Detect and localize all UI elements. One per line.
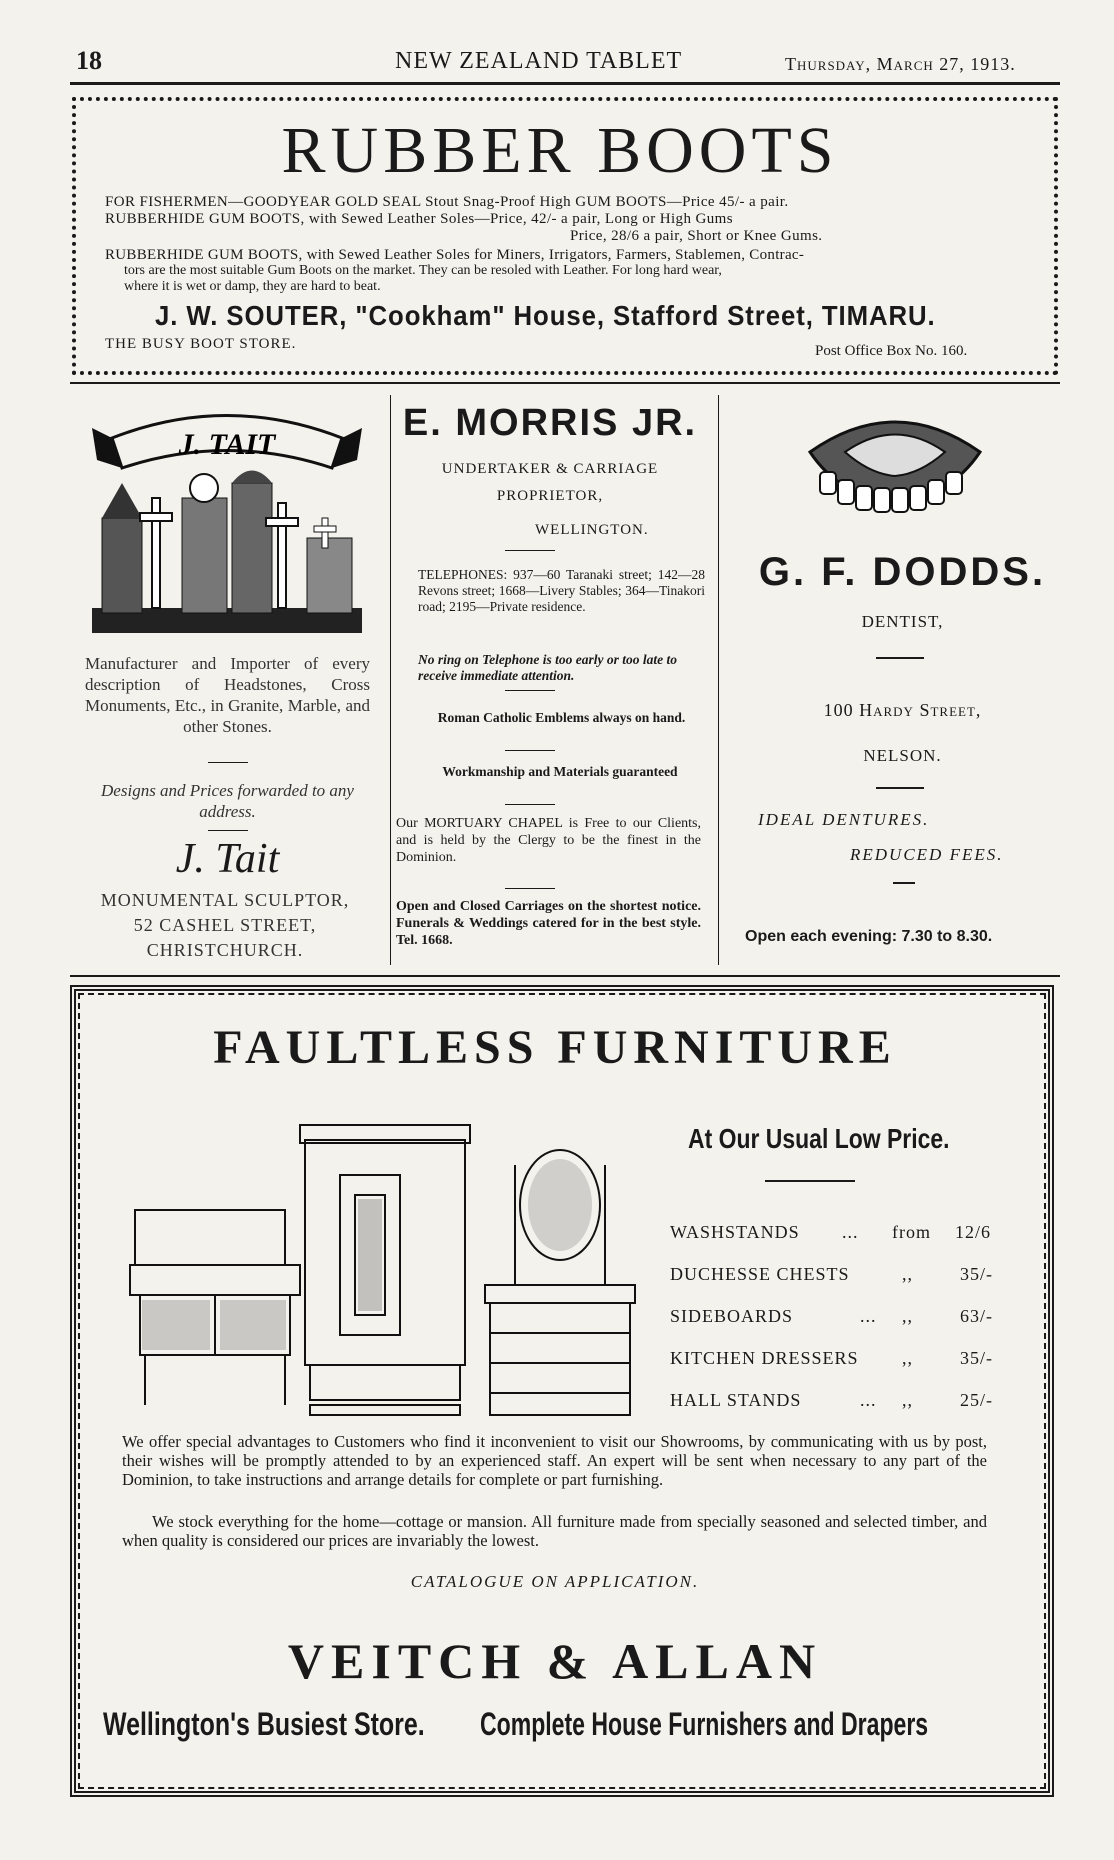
tait-banner-text: J. TAIT <box>178 428 276 461</box>
rubber-bottom-rule <box>70 382 1060 384</box>
price-item: HALL STANDS <box>670 1390 802 1410</box>
dodds-rule-1 <box>876 657 924 659</box>
column-divider-1 <box>390 395 391 965</box>
firm-tagline-1: Wellington's Busiest Store. <box>103 1706 425 1742</box>
tait-address: 52 CASHEL STREET, <box>133 915 317 935</box>
morris-title-2: PROPRIETOR, <box>496 488 604 504</box>
price-item: DUCHESSE CHESTS <box>670 1264 850 1284</box>
dodds-slogan-2: REDUCED FEES. <box>850 845 1004 864</box>
tait-rule-1 <box>208 762 248 763</box>
price-row <box>670 1390 1000 1420</box>
price-value: 35/- <box>960 1348 993 1368</box>
price-from: ,, <box>902 1348 913 1368</box>
price-value: 25/- <box>960 1390 993 1410</box>
morris-rule-3 <box>505 750 555 751</box>
furniture-paragraph-1: We offer special advantages to Customers who find it inconvenient to visit our Showrooms, by communicating with us by post, their wishes will be promptly attended to by an experienced staff. An expert will be sent when necessary to any part of the Dominion, to take instructions and arrange details for complete or part furnishing. <box>122 1432 987 1489</box>
rubber-line-6: where it is wet or damp, they are hard to beat. <box>124 279 381 294</box>
dodds-rule-2 <box>876 787 924 789</box>
price-value: 63/- <box>960 1306 993 1326</box>
busy-boot-store: THE BUSY BOOT STORE. <box>105 336 297 352</box>
dodds-slogan-1: IDEAL DENTURES. <box>758 810 930 829</box>
rubber-line-5: tors are the most suitable Gum Boots on the market. They can be resoled with Leather. For long hard wear, <box>124 263 722 278</box>
tait-city: CHRISTCHURCH. <box>146 940 304 960</box>
dodds-address: 100 Hardy Street, <box>823 700 982 720</box>
furniture-paragraph-2: We stock everything for the home—cottage or mansion. All furniture made from specially seasoned and selected timber, and when quality is considered our prices are invariably the lowest. <box>122 1512 987 1550</box>
masthead-title: NEW ZEALAND TABLET <box>395 48 683 74</box>
morris-rule-1 <box>505 550 555 551</box>
morris-emblems: Roman Catholic Emblems always on hand. <box>437 710 686 725</box>
rubber-boots-title: RUBBER BOOTS <box>281 114 839 187</box>
tait-signature: J. Tait <box>175 836 280 882</box>
tait-designs: Designs and Prices forwarded to any address. <box>101 781 354 821</box>
furniture-title: FAULTLESS FURNITURE <box>213 1021 897 1074</box>
morris-rule-5 <box>505 888 555 889</box>
furniture-subtitle: At Our Usual Low Price. <box>688 1123 950 1154</box>
price-item: KITCHEN DRESSERS <box>670 1348 859 1368</box>
price-from: ,, <box>902 1390 913 1410</box>
firm-tagline-2: Complete House Furnishers and Drapers <box>480 1706 929 1742</box>
morris-rule-4 <box>505 804 555 805</box>
morris-name: E. MORRIS JR. <box>402 402 698 444</box>
merchant-name: J. W. SOUTER, "Cookham" House, Stafford Street, TIMARU. <box>155 300 936 331</box>
morris-workmanship: Workmanship and Materials guaranteed <box>442 764 678 779</box>
post-office-box: Post Office Box No. 160. <box>815 343 968 359</box>
furniture-subtitle-rule <box>765 1180 855 1182</box>
dodds-title: DENTIST, <box>861 612 944 631</box>
morris-title-1: UNDERTAKER & CARRIAGE <box>441 461 659 477</box>
catalogue-note: CATALOGUE ON APPLICATION. <box>410 1572 700 1591</box>
rubber-line-4: RUBBERHIDE GUM BOOTS, with Sewed Leather Soles for Miners, Irrigators, Farmers, Stablemen, Contrac- <box>105 247 805 263</box>
dodds-hours: Open each evening: 7.30 to 8.30. <box>745 928 993 945</box>
tait-role: MONUMENTAL SCULPTOR, <box>100 890 350 910</box>
morris-ring: No ring on Telephone is too early or too late to receive immediate attention. <box>418 652 678 683</box>
dodds-rule-3 <box>893 882 915 884</box>
issue-date: Thursday, March 27, 1913. <box>785 54 1016 74</box>
page-number: 18 <box>76 46 102 75</box>
firm-name: VEITCH & ALLAN <box>287 1633 823 1689</box>
column-divider-2 <box>718 395 719 965</box>
price-item: SIDEBOARDS <box>670 1306 794 1326</box>
rubber-line-2: RUBBERHIDE GUM BOOTS, with Sewed Leather Soles—Price, 42/- a pair, Long or High Gums <box>105 211 733 227</box>
price-item: WASHSTANDS <box>670 1222 800 1242</box>
price-value: 35/- <box>960 1264 993 1284</box>
price-from: from <box>892 1222 931 1242</box>
price-row <box>670 1348 1000 1378</box>
furniture-illustration <box>110 1105 650 1425</box>
price-row <box>670 1306 1000 1336</box>
tait-rule-2 <box>208 830 248 831</box>
tait-monuments-illustration <box>82 398 372 638</box>
morris-city: WELLINGTON. <box>535 522 649 538</box>
dodds-name: G. F. DODDS. <box>758 550 1047 594</box>
rubber-line-1: FOR FISHERMEN—GOODYEAR GOLD SEAL Stout Snag-Proof High GUM BOOTS—Price 45/- a pair. <box>105 194 789 210</box>
morris-carriages: Open and Closed Carriages on the shortest notice. Funerals & Weddings catered for in the best style. Tel. 1668. <box>396 899 701 948</box>
price-dots: ... <box>860 1306 877 1326</box>
dodds-city: NELSON. <box>863 746 942 765</box>
price-from: ,, <box>902 1264 913 1284</box>
price-list <box>670 1222 1000 1422</box>
columns-bottom-rule <box>70 975 1060 977</box>
price-dots: ... <box>860 1390 877 1410</box>
price-from: ,, <box>902 1306 913 1326</box>
morris-chapel: Our MORTUARY CHAPEL is Free to our Clients, and is held by the Clergy to be the finest in the Dominion. <box>396 816 701 865</box>
rubber-line-3: Price, 28/6 a pair, Short or Knee Gums. <box>570 228 823 244</box>
header-rule <box>70 82 1060 85</box>
tait-description: Manufacturer and Importer of every description of Headstones, Cross Monuments, Etc., in Granite, Marble, and other Stones. <box>85 654 370 736</box>
price-value: 12/6 <box>955 1222 992 1242</box>
price-dots: ... <box>842 1222 859 1242</box>
morris-phones: TELEPHONES: 937—60 Taranaki street; 142—28 Revons street; 1668—Livery Stables; 364—Tinakori road; 2195—Private residence. <box>418 567 705 614</box>
price-row <box>670 1222 1000 1252</box>
price-row <box>670 1264 1000 1294</box>
morris-rule-2 <box>505 690 555 691</box>
dentures-illustration <box>800 402 990 517</box>
